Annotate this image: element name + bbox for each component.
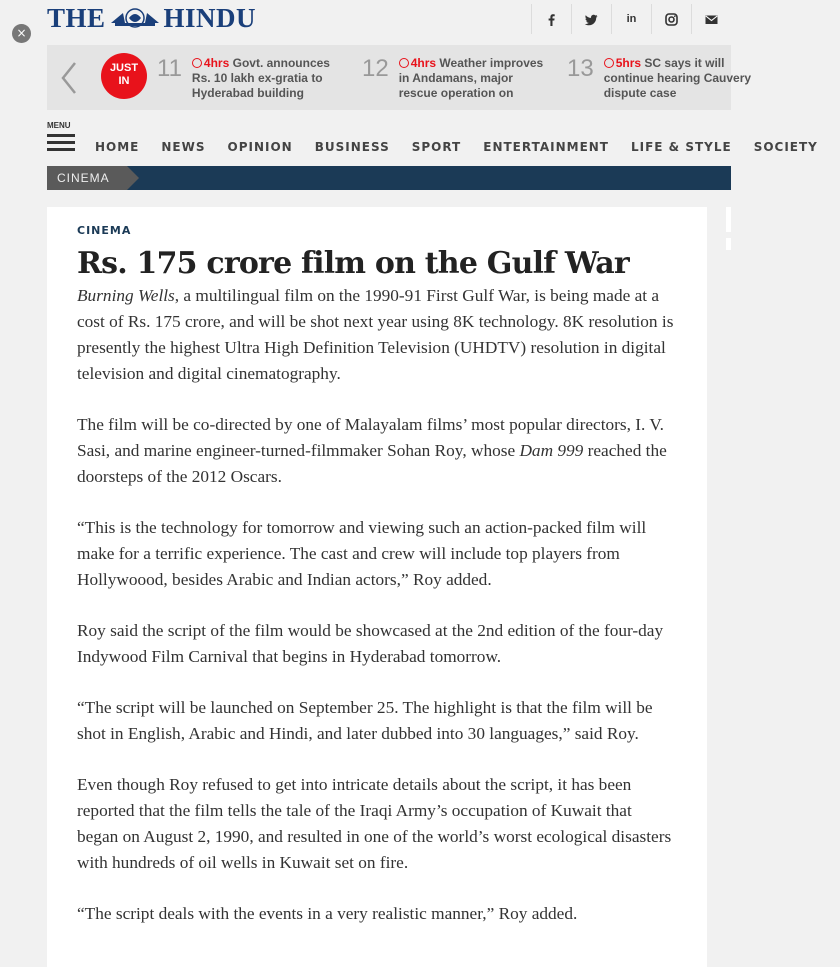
nav-item-entertainment[interactable]: ENTERTAINMENT xyxy=(483,140,609,154)
nav-item-news[interactable]: NEWS xyxy=(161,140,206,154)
nav-item-sport[interactable]: SPORT xyxy=(411,140,462,154)
badge-line-1: JUST xyxy=(109,62,139,74)
item-time: 4hrs xyxy=(410,56,437,70)
paragraph: “The script deals with the events in a very realistic manner,” Roy added. xyxy=(77,904,578,923)
item-line: continue hearing Cauvery xyxy=(603,71,752,85)
item-line: in Andamans, major xyxy=(398,71,513,85)
nav-item-life-style[interactable]: LIFE & STYLE xyxy=(631,140,732,154)
email-icon xyxy=(705,13,718,26)
nav-item-society[interactable]: SOCIETY xyxy=(753,140,818,154)
linkedin-icon: in xyxy=(626,13,637,25)
paragraph: “This is the technology for tomorrow and viewing such an action-packed film will make for a terrific experience. The cast and crew will include top players from Hollywoood, besides Arabic and Indian actors,” Roy added. xyxy=(77,518,647,589)
item-number: 12 xyxy=(362,55,389,82)
paragraph xyxy=(77,412,677,490)
instagram-icon xyxy=(665,13,678,26)
section-bar xyxy=(47,166,731,190)
paragraph: “The script will be launched on September 25. The highlight is that the film will be shot in English, Arabic and Hindi, and later dubbed into 30 languages,” said Roy. xyxy=(77,698,653,743)
sidebar-edge xyxy=(726,207,731,232)
item-number: 13 xyxy=(567,55,594,82)
emblem-icon xyxy=(109,7,161,29)
item-time: 4hrs xyxy=(203,56,230,70)
item-number: 11 xyxy=(157,55,182,82)
logo-text-left: THE xyxy=(47,2,106,33)
paragraph xyxy=(77,283,677,387)
item-time: 5hrs xyxy=(615,56,642,70)
item-text xyxy=(192,56,342,101)
menu-label: MENU xyxy=(47,121,71,130)
just-in-badge xyxy=(101,53,147,99)
hamburger-icon xyxy=(47,134,77,151)
film-title-emphasis: Dam 999 xyxy=(519,441,584,460)
facebook-icon xyxy=(545,13,558,26)
article-kicker[interactable]: CINEMA xyxy=(77,224,132,237)
nav-item-home[interactable]: HOME xyxy=(95,140,140,154)
menu-button[interactable] xyxy=(47,121,77,151)
item-line: Rs. 10 lakh ex-gratia to xyxy=(191,71,323,85)
prev-arrow-button[interactable] xyxy=(47,45,91,110)
nav-item-business[interactable]: BUSINESS xyxy=(314,140,390,154)
just-in-item[interactable] xyxy=(567,55,752,101)
main-nav xyxy=(95,140,840,154)
close-icon[interactable]: × xyxy=(12,24,31,43)
section-tag[interactable]: CINEMA xyxy=(47,166,127,190)
the-hindu-logo[interactable] xyxy=(47,3,256,34)
linkedin-button[interactable] xyxy=(611,4,651,34)
instagram-button[interactable] xyxy=(651,4,691,34)
chevron-left-icon xyxy=(60,61,78,95)
item-line: rescue operation on xyxy=(398,86,514,100)
item-text xyxy=(399,56,549,101)
clock-icon xyxy=(192,58,202,68)
sidebar-edge xyxy=(726,238,731,250)
just-in-item[interactable] xyxy=(362,56,549,101)
item-line: dispute case xyxy=(603,86,677,100)
article-body xyxy=(77,283,677,927)
twitter-icon xyxy=(585,13,598,26)
masthead[interactable] xyxy=(47,4,256,32)
item-line: Govt. announces xyxy=(232,56,330,70)
clock-icon xyxy=(399,58,409,68)
facebook-button[interactable] xyxy=(531,4,571,34)
logo-text-right: HINDU xyxy=(163,2,257,33)
article-card xyxy=(47,207,707,967)
just-in-item[interactable] xyxy=(157,56,342,101)
film-title-emphasis: Burning Wells xyxy=(77,286,175,305)
item-line: SC says it will xyxy=(644,56,725,70)
paragraph: Even though Roy refused to get into intricate details about the script, it has been reported that the film tells the tale of the Iraqi Army’s occupation of Kuwait that began on August 2, 1990, and resulted in one of the world’s worst ecological disasters with hundreds of oil wells in Kuwait set on fire. xyxy=(77,775,672,872)
paragraph: Roy said the script of the film would be showcased at the 2nd edition of the four-day Indywood Film Carnival that begins in Hyderabad tomorrow. xyxy=(77,621,664,666)
email-button[interactable] xyxy=(691,4,731,34)
item-text xyxy=(603,56,752,101)
item-line: Hyderabad building xyxy=(191,86,304,100)
item-line: Weather improves xyxy=(439,56,544,70)
twitter-button[interactable] xyxy=(571,4,611,34)
paragraph-text: reached the doorsteps of the 2012 Oscars. xyxy=(77,441,667,486)
paragraph-text: , a multilingual film on the 1990-91 First Gulf War, is being made at a cost of Rs. 175 crore, and will be shot next year using 8K technology. 8K resolution is presently the highest Ultra High Definition Television (UHDTV) resolution in digital television and digital cinematography. xyxy=(77,286,674,383)
social-links xyxy=(531,4,731,34)
badge-line-2: IN xyxy=(118,75,130,87)
clock-icon xyxy=(604,58,614,68)
paragraph-text: The film will be co-directed by one of Malayalam films’ most popular directors, I. V. Sasi, and marine engineer-turned-filmmaker Sohan Roy, whose xyxy=(77,415,664,460)
just-in-strip xyxy=(47,45,752,110)
nav-item-opinion[interactable]: OPINION xyxy=(227,140,293,154)
article-headline: Rs. 175 crore film on the Gulf War xyxy=(77,246,629,281)
